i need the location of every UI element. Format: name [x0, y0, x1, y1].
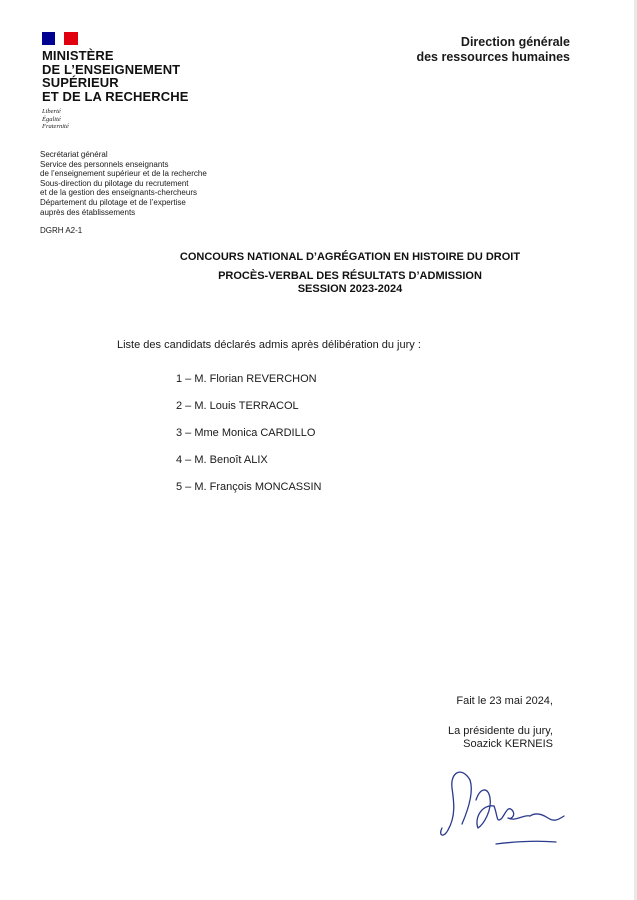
- candidates-intro: Liste des candidats déclarés admis après délibération du jury :: [117, 339, 421, 351]
- direction-header: [416, 35, 570, 65]
- subtitle-line: PROCÈS-VERBAL DES RÉSULTATS D’ADMISSION: [218, 270, 482, 282]
- service-line: Secrétariat général: [40, 150, 108, 159]
- flag-white-band: [55, 32, 64, 45]
- motto-line: Liberté: [42, 108, 61, 115]
- republic-motto: [42, 108, 262, 131]
- handwritten-signature: [432, 758, 572, 858]
- service-line: Service des personnels enseignants: [40, 159, 169, 169]
- subtitle-line: SESSION 2023-2024: [297, 283, 403, 295]
- candidate-list: [176, 373, 321, 508]
- list-item: 2 – M. Louis TERRACOL: [176, 400, 299, 412]
- direction-line: Direction générale: [460, 35, 570, 49]
- service-line: de l’enseignement supérieur et de la recherche: [40, 169, 207, 179]
- signature-date: Fait le 23 mai 2024,: [456, 695, 553, 707]
- signatory-name: Soazick KERNEIS: [463, 738, 553, 750]
- motto-line: Égalité: [42, 115, 61, 123]
- ministry-logo: [42, 32, 262, 131]
- ministry-name-line: SUPÉRIEUR: [42, 75, 119, 90]
- ministry-name-line: DE L’ENSEIGNEMENT: [42, 61, 181, 77]
- ministry-name-line: ET DE LA RECHERCHE: [42, 88, 189, 104]
- service-line: Département du pilotage et de l’expertise: [40, 197, 186, 207]
- list-item: 1 – M. Florian REVERCHON: [176, 373, 317, 385]
- document-subtitle: [150, 270, 550, 296]
- document-title: CONCOURS NATIONAL D’AGRÉGATION EN HISTOIRE DU DROIT: [179, 251, 521, 263]
- list-item: 4 – M. Benoît ALIX: [176, 454, 268, 466]
- flag-blue-band: [42, 32, 55, 45]
- list-item: 3 – Mme Monica CARDILLO: [176, 427, 316, 439]
- service-line: Sous-direction du pilotage du recrutement: [40, 178, 189, 188]
- ministry-name-line: MINISTÈRE: [42, 48, 114, 63]
- flag-red-band: [64, 32, 78, 45]
- signatory-role: La présidente du jury,: [448, 725, 553, 737]
- service-line: et de la gestion des enseignants-chercheurs: [40, 188, 197, 198]
- service-address-block: [40, 150, 207, 217]
- direction-line: des ressources humaines: [416, 50, 570, 64]
- list-item: 5 – M. François MONCASSIN: [176, 481, 322, 493]
- ministry-name: [42, 49, 262, 103]
- reference-code: DGRH A2-1: [40, 226, 83, 235]
- service-line: auprès des établissements: [40, 207, 136, 217]
- marianne-flag-icon: [42, 32, 78, 45]
- signatory: [448, 725, 553, 751]
- motto-line: Fraternité: [42, 123, 69, 130]
